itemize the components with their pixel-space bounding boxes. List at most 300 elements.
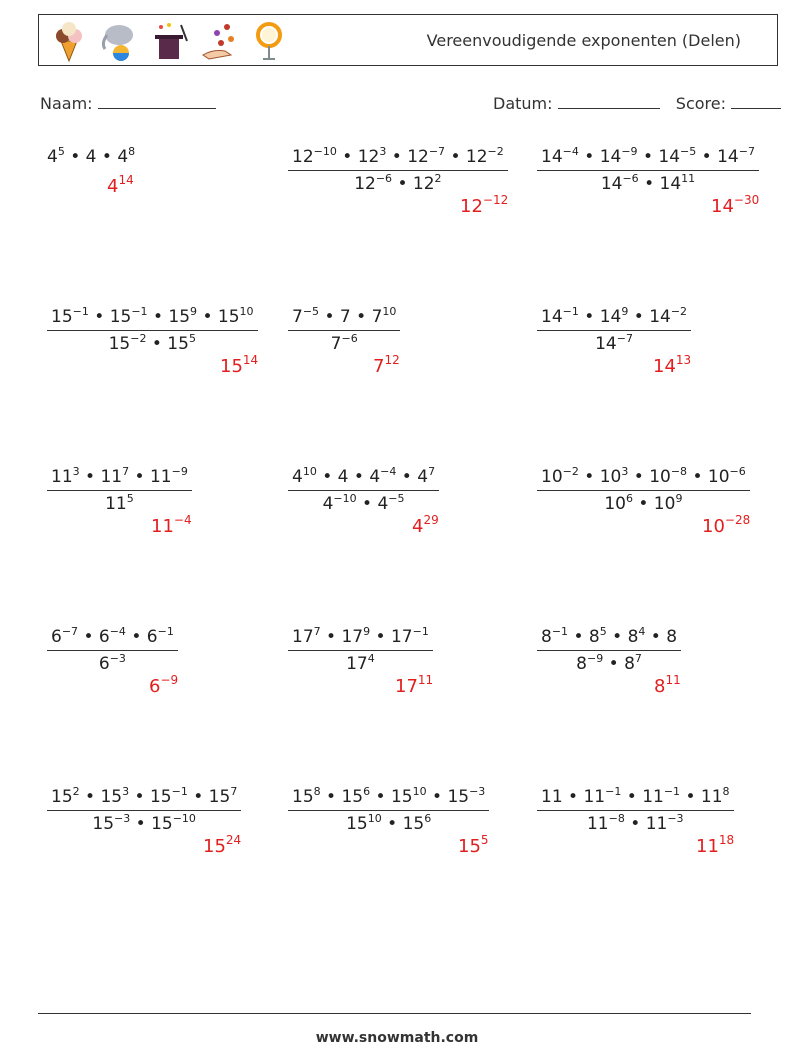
problem-item — [47, 785, 242, 857]
multiply-dot: • — [356, 494, 378, 514]
answer-base: 17 — [395, 676, 418, 697]
power-base: 12 — [465, 147, 488, 167]
power-term — [341, 787, 370, 807]
problem-item — [288, 305, 400, 377]
power-term — [377, 494, 404, 514]
answer-base: 10 — [702, 516, 725, 537]
power-exponent: 6 — [363, 785, 371, 798]
name-label: Naam: — [40, 94, 93, 113]
fraction — [288, 627, 433, 674]
power-base: 8 — [627, 627, 639, 647]
power-term — [407, 147, 445, 167]
power-base: 12 — [357, 147, 380, 167]
power-term — [600, 467, 629, 487]
power-exponent: −2 — [670, 305, 688, 318]
score-blank[interactable] — [731, 94, 781, 109]
answer-base: 7 — [373, 356, 385, 377]
answer-exponent: 14 — [118, 173, 134, 187]
problem-expression — [288, 307, 400, 354]
multiply-dot: • — [381, 814, 403, 834]
problem-expression — [537, 147, 759, 194]
multiply-dot: • — [562, 787, 584, 807]
power-base: 7 — [339, 307, 351, 327]
power-base: 4 — [47, 147, 58, 167]
problem-expression — [288, 627, 433, 674]
power-exponent: 5 — [188, 332, 196, 345]
power-base: 15 — [100, 787, 123, 807]
power-exponent: −1 — [412, 625, 429, 638]
power-term — [587, 814, 625, 834]
power-base: 17 — [390, 627, 413, 647]
power-base: 10 — [599, 467, 622, 487]
power-base: 12 — [407, 147, 429, 167]
power-term — [600, 147, 638, 167]
score-label: Score: — [675, 94, 726, 113]
multiply-dot: • — [386, 147, 408, 167]
worksheet-title: Vereenvoudigende exponenten (Delen) — [426, 31, 741, 50]
power-base: 4 — [322, 494, 334, 514]
answer — [395, 673, 434, 697]
denominator — [537, 171, 759, 194]
power-term — [86, 147, 97, 167]
answer-base: 8 — [654, 676, 666, 697]
power-base: 11 — [700, 787, 723, 807]
power-term — [340, 307, 351, 327]
multiply-dot: • — [79, 467, 101, 487]
power-base: 11 — [51, 467, 73, 487]
power-exponent: −5 — [302, 305, 320, 318]
power-term — [346, 654, 375, 674]
power-term — [541, 787, 563, 807]
fraction — [47, 787, 241, 834]
power-exponent: 3 — [621, 465, 629, 478]
power-exponent: −7 — [738, 145, 755, 158]
multiply-dot: • — [78, 627, 99, 647]
power-exponent: 5 — [126, 492, 134, 505]
power-base: 4 — [377, 494, 389, 514]
numerator — [288, 147, 508, 171]
power-base: 17 — [341, 627, 364, 647]
power-base: 8 — [541, 627, 552, 647]
power-term — [331, 334, 358, 354]
power-exponent: 8 — [128, 145, 136, 158]
problem-item — [288, 145, 509, 217]
power-term — [583, 787, 621, 807]
power-exponent: −3 — [114, 812, 131, 825]
power-term — [346, 814, 382, 834]
problem-item — [537, 305, 692, 377]
answer-base: 15 — [458, 836, 481, 857]
power-exponent: 2 — [434, 172, 442, 185]
fraction — [47, 467, 192, 514]
power-term — [51, 307, 89, 327]
power-exponent: 4 — [367, 652, 375, 665]
power-base: 15 — [92, 814, 115, 834]
multiply-dot: • — [79, 787, 101, 807]
power-term — [150, 787, 188, 807]
power-base: 4 — [369, 467, 381, 487]
power-exponent: 6 — [625, 492, 633, 505]
denominator — [537, 331, 691, 354]
power-base: 11 — [583, 787, 606, 807]
power-term — [51, 787, 80, 807]
power-base: 11 — [645, 814, 668, 834]
problem-expression — [47, 627, 178, 674]
power-term — [654, 494, 683, 514]
power-term — [649, 467, 687, 487]
answer — [107, 173, 134, 197]
juggling-hand-icon — [197, 19, 241, 63]
power-term — [658, 147, 696, 167]
power-exponent: 9 — [621, 305, 629, 318]
power-exponent: −9 — [621, 145, 638, 158]
answer-exponent: 11 — [417, 673, 434, 687]
power-exponent: 10 — [239, 305, 254, 318]
problem-expression — [537, 787, 734, 834]
power-exponent: −4 — [109, 625, 126, 638]
power-exponent: 9 — [363, 625, 371, 638]
power-base: 15 — [292, 787, 314, 807]
power-term — [624, 654, 642, 674]
problem-expression — [47, 787, 241, 834]
power-base: 6 — [146, 627, 158, 647]
problem-item — [47, 305, 259, 377]
multiply-dot: • — [96, 147, 118, 167]
power-term — [292, 787, 321, 807]
power-term — [600, 307, 629, 327]
power-term — [109, 334, 147, 354]
denominator — [537, 651, 681, 674]
power-base: 15 — [208, 787, 231, 807]
power-base: 11 — [541, 787, 563, 807]
problem-expression — [537, 627, 681, 674]
power-exponent: −2 — [487, 145, 504, 158]
problem-item — [537, 625, 681, 697]
power-base: 7 — [371, 307, 383, 327]
worksheet-header — [38, 14, 778, 66]
power-base: 4 — [417, 467, 429, 487]
power-exponent: −1 — [157, 625, 174, 638]
multiply-dot: • — [624, 814, 646, 834]
multiply-dot: • — [319, 307, 340, 327]
multiply-dot: • — [370, 627, 391, 647]
multiply-dot: • — [445, 147, 466, 167]
denominator — [288, 651, 433, 674]
power-term — [701, 787, 730, 807]
power-base: 15 — [108, 334, 131, 354]
power-exponent: −1 — [551, 625, 569, 638]
numerator — [47, 787, 241, 811]
power-term — [660, 174, 696, 194]
numerator — [288, 467, 439, 491]
fraction — [537, 307, 691, 354]
power-base: 14 — [541, 307, 563, 327]
problem-expression — [288, 147, 508, 194]
multiply-dot: • — [316, 467, 338, 487]
header-icons — [47, 19, 291, 63]
power-base: 6 — [98, 627, 110, 647]
answer-base: 6 — [149, 676, 161, 697]
power-exponent: −6 — [375, 172, 393, 185]
problem-item — [537, 785, 735, 857]
power-exponent: −8 — [608, 812, 625, 825]
power-term — [100, 787, 129, 807]
power-term — [466, 147, 504, 167]
power-term — [447, 787, 485, 807]
power-base: 14 — [599, 307, 622, 327]
fraction — [537, 467, 750, 514]
power-exponent: 4 — [638, 625, 646, 638]
power-base: 8 — [624, 654, 635, 674]
power-exponent: 7 — [634, 652, 642, 665]
power-exponent: −6 — [729, 465, 746, 478]
power-exponent: −1 — [605, 785, 622, 798]
power-exponent: −1 — [72, 305, 89, 318]
power-exponent: 5 — [57, 145, 65, 158]
power-term — [147, 627, 174, 647]
denominator — [47, 331, 258, 354]
answer-exponent: −4 — [173, 513, 192, 527]
power-term — [292, 467, 317, 487]
problem-expression — [47, 307, 258, 354]
power-base: 11 — [100, 467, 123, 487]
answer-exponent: 12 — [384, 353, 400, 367]
power-exponent: −5 — [680, 145, 697, 158]
power-term — [666, 627, 677, 647]
power-base: 7 — [330, 334, 342, 354]
fraction — [288, 467, 439, 514]
power-term — [541, 307, 579, 327]
numerator — [537, 627, 681, 651]
power-base: 15 — [217, 307, 240, 327]
power-exponent: 7 — [122, 465, 130, 478]
multiply-dot: • — [637, 147, 659, 167]
power-term — [708, 467, 746, 487]
denominator — [47, 651, 178, 674]
multiply-dot: • — [578, 147, 600, 167]
power-exponent: −5 — [388, 492, 405, 505]
power-term — [541, 147, 579, 167]
power-term — [358, 147, 387, 167]
answer — [458, 833, 489, 857]
fraction — [537, 787, 734, 834]
magic-hat-icon — [147, 19, 191, 63]
answer — [702, 513, 751, 537]
product — [47, 147, 135, 167]
power-base: 15 — [341, 787, 364, 807]
denominator — [47, 811, 241, 834]
multiply-dot: • — [348, 467, 370, 487]
power-exponent: −7 — [428, 145, 446, 158]
power-exponent: −1 — [131, 305, 148, 318]
problem-expression — [288, 787, 489, 834]
power-exponent: 8 — [313, 785, 321, 798]
multiply-dot: • — [350, 307, 372, 327]
numerator — [47, 627, 178, 651]
numerator — [288, 787, 489, 811]
power-base: 15 — [151, 814, 173, 834]
numerator — [537, 787, 734, 811]
power-base: 8 — [666, 627, 678, 647]
name-field — [40, 94, 216, 113]
multiply-dot: • — [687, 467, 708, 487]
multiply-dot: • — [146, 334, 168, 354]
power-exponent: −3 — [109, 652, 126, 665]
power-exponent: −4 — [562, 145, 579, 158]
power-term — [47, 147, 65, 167]
power-term — [292, 147, 337, 167]
power-exponent: −6 — [622, 172, 639, 185]
problem-item — [288, 625, 434, 697]
power-term — [209, 787, 238, 807]
multiply-dot: • — [578, 467, 600, 487]
answer-base: 4 — [412, 516, 424, 537]
date-blank[interactable] — [558, 94, 660, 109]
power-term — [99, 654, 126, 674]
power-base: 11 — [586, 814, 609, 834]
multiply-dot: • — [320, 627, 342, 647]
problem-item — [537, 465, 751, 537]
numerator — [537, 307, 691, 331]
power-term — [99, 627, 126, 647]
footer-url: www.snowmath.com — [315, 1030, 479, 1046]
answer-base: 4 — [107, 176, 119, 197]
power-exponent: 7 — [313, 625, 321, 638]
power-exponent: 11 — [681, 172, 696, 185]
power-term — [92, 814, 130, 834]
power-base: 15 — [447, 787, 470, 807]
fire-hoop-icon — [247, 19, 291, 63]
power-base: 15 — [167, 334, 189, 354]
denominator — [537, 811, 734, 834]
power-base: 4 — [117, 147, 129, 167]
power-exponent: −1 — [562, 305, 579, 318]
denominator — [47, 491, 192, 514]
multiply-dot: • — [336, 147, 358, 167]
problem-item — [47, 145, 136, 197]
power-base: 15 — [402, 814, 425, 834]
multiply-dot: • — [88, 307, 110, 327]
answer-exponent: 29 — [423, 513, 439, 527]
power-exponent: −9 — [587, 652, 604, 665]
power-exponent: −8 — [670, 465, 688, 478]
multiply-dot: • — [578, 307, 600, 327]
power-exponent: 8 — [722, 785, 730, 798]
power-exponent: 10 — [412, 785, 427, 798]
problem-item — [288, 785, 489, 857]
fraction — [47, 627, 178, 674]
power-exponent: 7 — [428, 465, 436, 478]
numerator — [47, 467, 192, 491]
power-base: 10 — [707, 467, 730, 487]
multiply-dot: • — [129, 467, 150, 487]
power-base: 14 — [659, 174, 682, 194]
multiply-dot: • — [147, 307, 169, 327]
problem-expression — [47, 147, 135, 167]
problem-expression — [537, 307, 691, 354]
numerator — [47, 307, 258, 331]
power-base: 10 — [541, 467, 563, 487]
power-base: 15 — [109, 307, 132, 327]
answer-exponent: 13 — [675, 353, 692, 367]
numerator — [288, 307, 400, 331]
power-term — [391, 627, 429, 647]
power-base: 11 — [642, 787, 664, 807]
problem-item — [288, 465, 439, 537]
answer-exponent: −9 — [160, 673, 179, 687]
multiply-dot: • — [638, 174, 660, 194]
power-base: 4 — [337, 467, 349, 487]
power-exponent: −2 — [562, 465, 579, 478]
power-exponent: 9 — [190, 305, 198, 318]
denominator — [288, 491, 439, 514]
multiply-dot: • — [680, 787, 701, 807]
multiply-dot: • — [696, 147, 718, 167]
power-term — [117, 147, 135, 167]
power-base: 15 — [346, 814, 368, 834]
power-exponent: −4 — [380, 465, 397, 478]
power-term — [168, 307, 197, 327]
answer-base: 11 — [151, 516, 174, 537]
power-term — [354, 174, 392, 194]
power-base: 8 — [588, 627, 600, 647]
multiply-dot: • — [603, 654, 625, 674]
denominator — [288, 811, 489, 834]
answer — [696, 833, 735, 857]
power-base: 4 — [85, 147, 97, 167]
power-exponent: 9 — [675, 492, 683, 505]
multiply-dot: • — [628, 307, 650, 327]
name-blank[interactable] — [98, 94, 216, 109]
power-exponent: 2 — [72, 785, 80, 798]
power-term — [292, 627, 321, 647]
problem-item — [47, 465, 192, 537]
power-term — [292, 307, 319, 327]
power-base: 11 — [105, 494, 127, 514]
fraction — [288, 787, 489, 834]
problem-item — [47, 625, 179, 697]
power-exponent: −9 — [171, 465, 188, 478]
power-term — [372, 307, 397, 327]
power-exponent: 7 — [230, 785, 238, 798]
power-base: 8 — [576, 654, 587, 674]
answer-exponent: −12 — [482, 193, 509, 207]
answer — [653, 353, 692, 377]
power-exponent: 10 — [367, 812, 382, 825]
power-term — [150, 467, 188, 487]
power-term — [110, 307, 148, 327]
problem-expression — [288, 467, 439, 514]
problem-expression — [537, 467, 750, 514]
power-term — [642, 787, 680, 807]
power-base: 15 — [51, 307, 73, 327]
power-term — [151, 814, 196, 834]
power-exponent: 3 — [379, 145, 387, 158]
power-exponent: −3 — [469, 785, 486, 798]
answer-exponent: 5 — [480, 833, 489, 847]
power-term — [717, 147, 755, 167]
power-term — [541, 467, 579, 487]
fraction — [288, 147, 508, 194]
answer-base: 14 — [653, 356, 676, 377]
power-term — [601, 174, 639, 194]
ice-cream-icon — [47, 19, 91, 63]
power-term — [105, 494, 134, 514]
multiply-dot: • — [568, 627, 589, 647]
power-term — [576, 654, 603, 674]
footer-divider — [38, 1013, 751, 1014]
answer-exponent: 14 — [242, 353, 259, 367]
